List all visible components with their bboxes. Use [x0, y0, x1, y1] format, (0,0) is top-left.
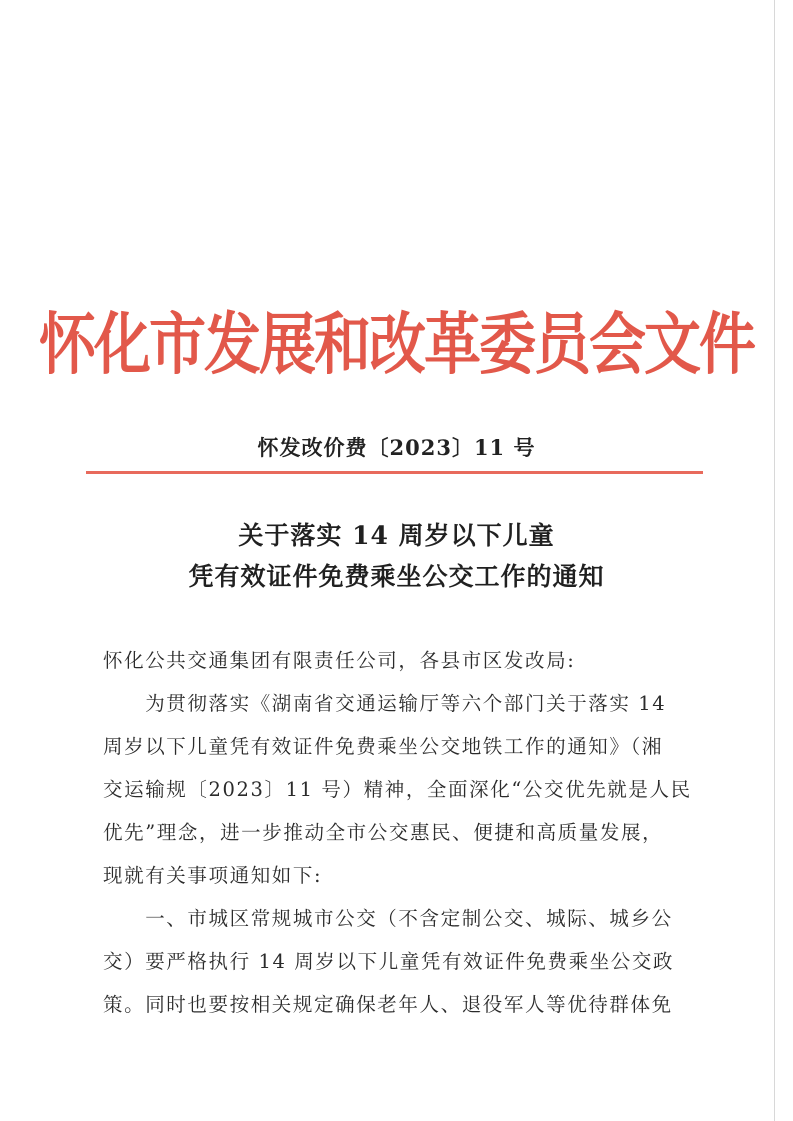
notice-title-line-2: 凭有效证件免费乘坐公交工作的通知	[188, 562, 605, 591]
body-line-7: 一、市城区常规城市公交（不含定制公交、城际、城乡公	[103, 907, 673, 930]
body-line-2: 为贯彻落实《湖南省交通运输厅等六个部门关于落实 14	[103, 692, 667, 715]
body-line-4: 交运输规〔2023〕11 号）精神，全面深化“公交优先就是人民	[103, 778, 692, 801]
body-line-1: 怀化公共交通集团有限责任公司，各县市区发改局:	[103, 649, 576, 672]
body-line-9: 策。同时也要按相关规定确保老年人、退役军人等优待群体免	[103, 993, 673, 1016]
red-divider-line	[86, 471, 703, 474]
document-number: 怀发改价费〔2023〕11 号	[257, 435, 536, 460]
body-line-3: 周岁以下儿童凭有效证件免费乘坐公交地铁工作的通知》（湘	[103, 735, 663, 758]
body-line-6: 现就有关事项通知如下:	[103, 864, 323, 887]
notice-title-line-1: 关于落实 14 周岁以下儿童	[238, 521, 555, 550]
issuing-authority-header: 怀化市发展和改革委员会文件	[39, 306, 754, 384]
body-line-5: 优先”理念，进一步推动全市公交惠民、便捷和高质量发展，	[103, 821, 664, 844]
body-line-8: 交）要严格执行 14 周岁以下儿童凭有效证件免费乘坐公交政	[103, 950, 675, 973]
